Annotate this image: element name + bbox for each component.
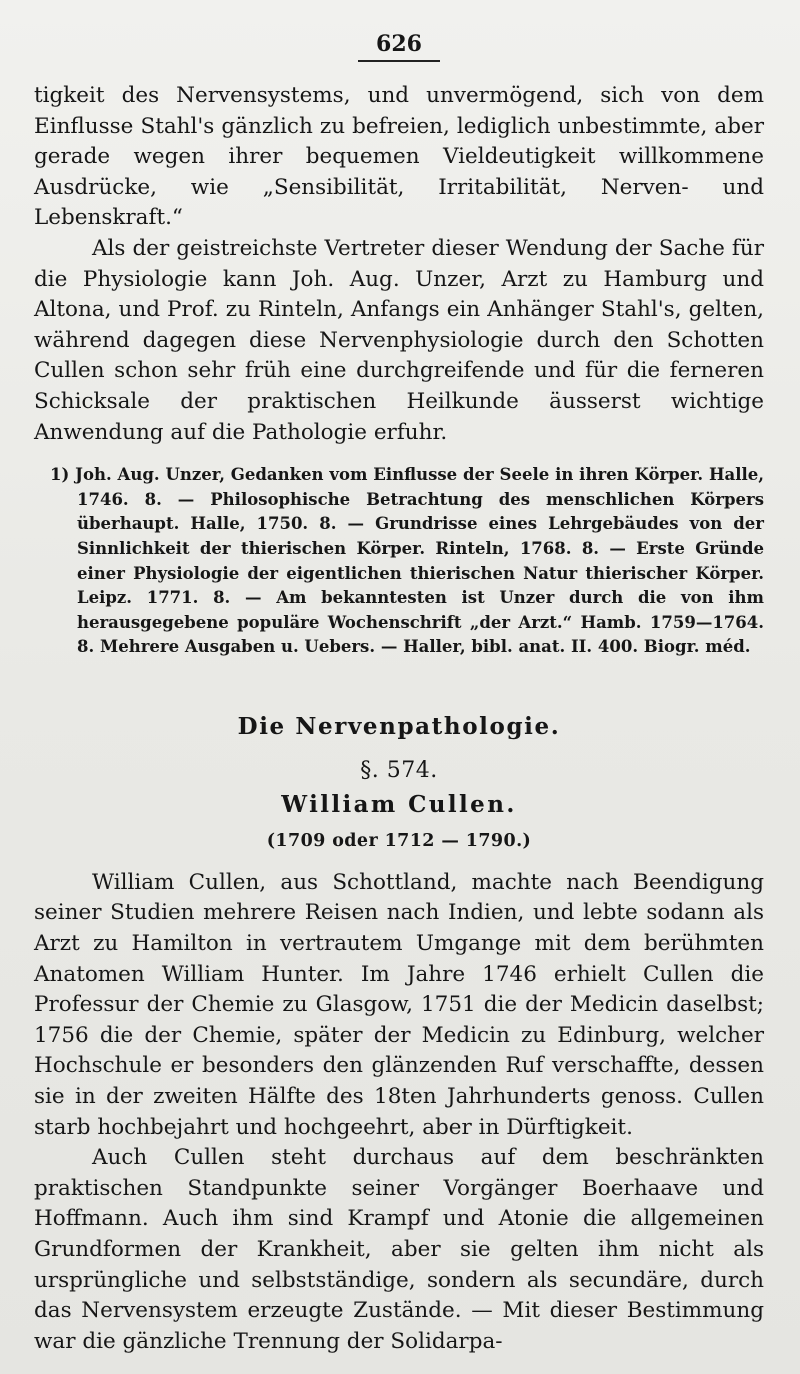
section-number: §. 574. xyxy=(360,757,438,783)
unzer-paragraph: Als der geistreichste Vertreter dieser Wendung der Sache für die Physiologie kann Joh. Aug. Unzer, Arzt zu Hamburg und Altona, und Prof. zu Rinteln, Anfangs ein Anhänger Stahl's, gelten, während dagegen diese Nervenphysiologie durch den Schotten Cullen schon sehr früh eine durchgreifende und für die ferneren Schicksale der praktischen Heilkunde äusserst wichtige Anwendung auf die Pathologie erfuhr. xyxy=(34,235,764,445)
cullen-paragraph-2: Auch Cullen steht durchaus auf dem beschränkten praktischen Standpunkte seiner Vorgänger Boerhaave und Hoffmann. Auch ihm sind Krampf und Atonie die allgemeinen Grundformen der Krankheit, aber sie gelten ihm nicht als ursprüngliche und selbstständige, sondern als secundäre, durch das Nervensystem erzeugte Zustände. — Mit dieser Bestimmung war die gänzliche Trennung der Solidarpa- xyxy=(34,1145,764,1354)
footnote-body: Joh. Aug. Unzer, Gedanken vom Einflusse der Seele in ihren Körper. Halle, 1746. 8. — Philosophische Betrachtung des menschlichen Körpers überhaupt. Halle, 1750. 8. — Grundrisse eines Lehrgebäudes von der Sinnlichkeit der thierischen Körper. Rinteln, 1768. 8. — Erste Gründe einer Physiologie der eigentlichen thierischen Natur thierischer Körper. Leipz. 1771. 8. — Am bekanntesten ist Unzer durch die von ihm herausgegebene populäre Wochenschrift „der Arzt.“ Hamb. 1759—1764. 8. Mehrere Ausgaben u. Uebers. — Haller, bibl. anat. II. 400. Biogr. méd. xyxy=(75,465,764,657)
cullen-paragraph-1: William Cullen, aus Schottland, machte nach Beendigung seiner Studien mehrere Reisen nach Indien, und lebte sodann als Arzt zu Hamilton in vertrautem Umgange mit dem berühmten Anatomen William Hunter. Im Jahre 1746 erhielt Cullen die Professur der Chemie zu Glasgow, 1751 die der Medicin daselbst; 1756 die der Chemie, später der Medicin zu Edinburg, welcher Hochschule er besonders den glänzenden Ruf verschaffte, dessen sie in der zweiten Hälfte des 18ten Jahrhunderts genoss. Cullen starb hochbejahrt und hochgeehrt, aber in Dürftigkeit. xyxy=(34,869,764,1140)
footnote xyxy=(34,463,764,660)
footnote-text xyxy=(50,463,764,660)
page-number: 626 xyxy=(34,0,764,62)
section-name: William Cullen. xyxy=(281,790,517,818)
footnote-marker: 1) xyxy=(50,465,70,485)
section-dates: (1709 oder 1712 — 1790.) xyxy=(266,830,532,851)
chapter-title: Die Nervenpathologie. xyxy=(237,712,561,740)
intro-paragraph: tigkeit des Nervensystems, und unvermögend, sich von dem Einflusse Stahl's gänzlich zu befreien, lediglich unbestimmte, aber gerade wegen ihrer bequemen Vieldeutigkeit willkommene Ausdrücke, wie „Sensibilität, Irritabilität, Nerven- und Lebenskraft.“ xyxy=(34,83,764,231)
